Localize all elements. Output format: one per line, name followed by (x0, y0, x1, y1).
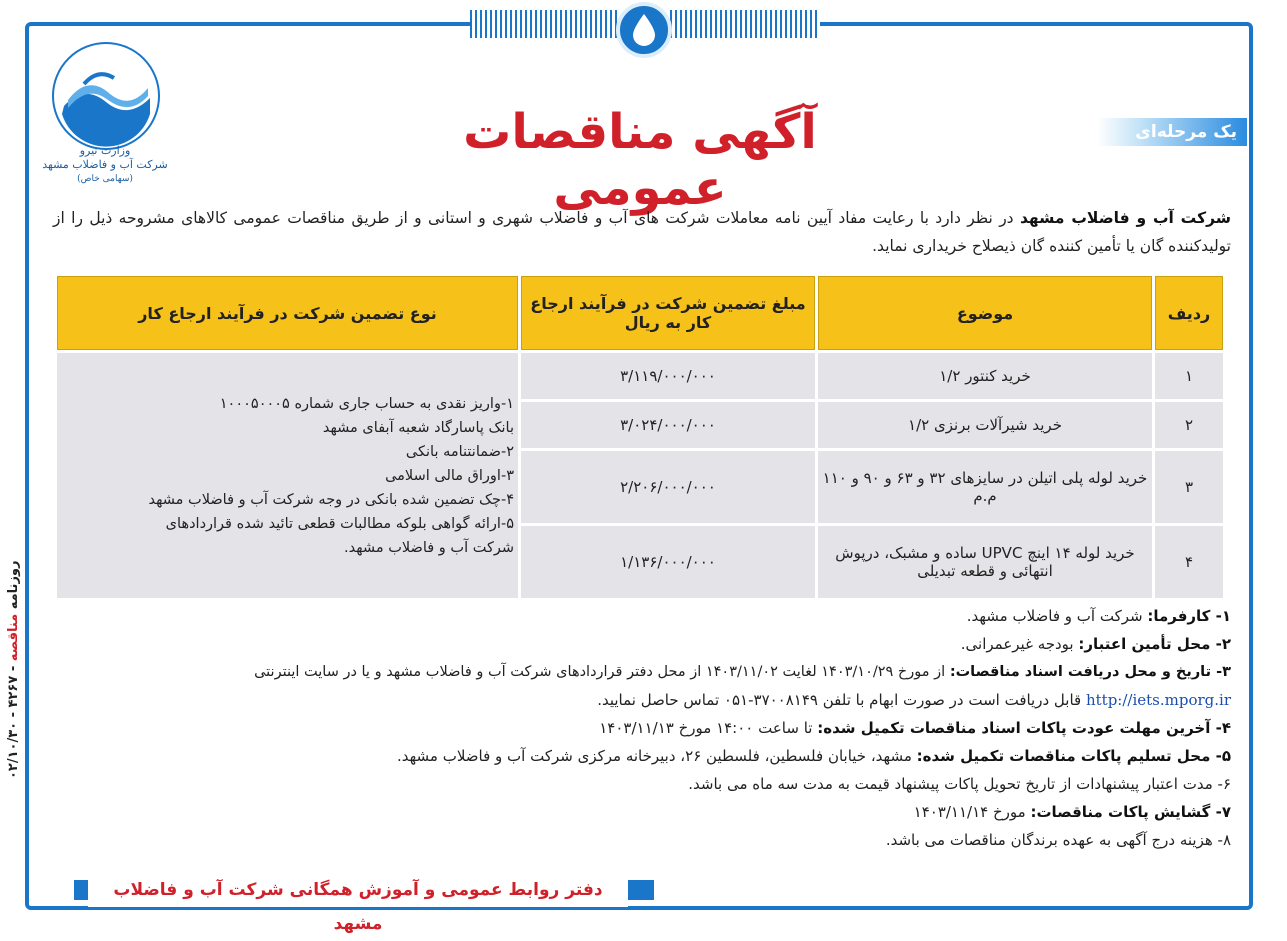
logo-caption-line1: وزارت نیرو (79, 144, 131, 157)
side-mag: مناقصه (6, 614, 21, 662)
item-text: تا ساعت ۱۴:۰۰ مورخ ۱۴۰۳/۱۱/۱۳ (599, 719, 818, 737)
page-title: آگهی مناقصات عمومی (463, 104, 817, 216)
item-label: ۵- محل تسلیم پاکات مناقصات تکمیل شده: (916, 747, 1231, 765)
intro-text: در نظر دارد با رعایت مفاد آیین نامه معاملات شرکت های آب و فاضلاب شهری و استانی و از طریق مناقصات عمومی کالاهای مشروحه ذیل را از تولیدکننده گان یا تأمین کننده گان ذیصلاح خریداری نماید. (53, 209, 1231, 255)
guarantee-line: بانک پاسارگاد شعبه آبفای مشهد (322, 419, 514, 436)
item-text: ۶- مدت اعتبار پیشنهادات از تاریخ تحویل پاکات پیشنهاد قیمت به مدت سه ماه می باشد. (688, 775, 1231, 793)
intro-company: شرکت آب و فاضلاب مشهد (1019, 209, 1231, 227)
guarantee-line: شرکت آب و فاضلاب مشهد. (344, 539, 514, 556)
stripes-left (470, 10, 620, 38)
row-number: ۱ (1155, 353, 1223, 399)
row-subject: خرید لوله ۱۴ اینچ UPVC ساده و مشبک، درپوش انتهائی و قطعه تبدیلی (818, 526, 1152, 598)
row-number: ۲ (1155, 402, 1223, 448)
item-text: ۸- هزینه درج آگهی به عهده برندگان مناقصات می باشد. (885, 831, 1231, 849)
header-row-number: ردیف (1155, 276, 1223, 350)
item-text: بودجه غیرعمرانی. (960, 635, 1079, 653)
website-link[interactable]: http://iets.mporg.ir (1085, 691, 1231, 709)
side-publication-note (6, 540, 36, 800)
row-amount: ۳/۰۲۴/۰۰۰/۰۰۰ (521, 402, 815, 448)
guarantee-line: ۳-اوراق مالی اسلامی (385, 467, 514, 484)
logo-caption (40, 144, 170, 186)
row-number: ۴ (1155, 526, 1223, 598)
row-subject: خرید لوله پلی اتیلن در سایزهای ۳۲ و ۶۳ و ۹۰ و ۱۱۰ م.م (818, 451, 1152, 523)
footer-text: دفتر روابط عمومی و آموزش همگانی شرکت آب و فاضلاب مشهد (88, 873, 628, 907)
stripes-right (670, 10, 820, 38)
header-guarantee-type: نوع تضمین شرکت در فرآیند ارجاع کار (57, 276, 518, 350)
guarantee-line: ۴-چک تضمین شده بانکی در وجه شرکت آب و فاضلاب مشهد (148, 491, 514, 508)
logo-caption-line2: شرکت آب و فاضلاب مشهد (42, 158, 168, 171)
item-label: ۱- کارفرما: (1147, 607, 1231, 625)
terms-list (41, 602, 1231, 854)
guarantee-line: ۵-ارائه گواهی بلوکه مطالبات قطعی تائید شده قراردادهای (165, 515, 514, 532)
water-drop-icon (616, 2, 672, 58)
company-logo (52, 42, 160, 150)
list-item (41, 714, 1231, 742)
row-amount: ۱/۱۳۶/۰۰۰/۰۰۰ (521, 526, 815, 598)
logo-caption-line3: (سهامی خاص) (77, 174, 133, 184)
item-label: ۲- محل تأمین اعتبار: (1078, 635, 1231, 653)
row-amount: ۳/۱۱۹/۰۰۰/۰۰۰ (521, 353, 815, 399)
guarantee-line: ۱-واریز نقدی به حساب جاری شماره ۱۰۰۰۵۰۰۰۵ (219, 395, 514, 412)
list-item (41, 602, 1231, 630)
list-item (41, 630, 1231, 658)
header-amount: مبلغ تضمین شرکت در فرآیند ارجاع کار به ریال (521, 276, 815, 350)
table-header-row (57, 276, 1223, 350)
item-text: از مورخ ۱۴۰۳/۱۰/۲۹ لغایت ۱۴۰۳/۱۱/۰۲ از محل دفتر قراردادهای شرکت آب و فاضلاب مشهد و یا در سایت اینترنتی (254, 664, 950, 680)
list-item (41, 686, 1231, 714)
guarantee-line: ۲-ضمانتنامه بانکی (405, 443, 514, 460)
list-item (41, 826, 1231, 854)
side-suffix: - ۴۲۶۷ - ۰۲/۱۰/۳۰ (6, 661, 21, 780)
item-label: ۴- آخرین مهلت عودت پاکات اسناد مناقصات تکمیل شده: (817, 719, 1231, 737)
list-item (41, 658, 1231, 686)
list-item (41, 798, 1231, 826)
row-subject: خرید شیرآلات برنزی ۱/۲ (818, 402, 1152, 448)
list-item (41, 770, 1231, 798)
item-text: شرکت آب و فاضلاب مشهد. (966, 607, 1148, 625)
row-amount: ۲/۲۰۶/۰۰۰/۰۰۰ (521, 451, 815, 523)
row-number: ۳ (1155, 451, 1223, 523)
guarantee-conditions (57, 353, 518, 598)
stage-tag: یک مرحله‌ای (1097, 118, 1247, 146)
row-subject: خرید کنتور ۱/۲ (818, 353, 1152, 399)
tender-table (54, 273, 1226, 601)
header-subject: موضوع (818, 276, 1152, 350)
intro-paragraph (53, 204, 1231, 260)
item-text: مورخ ۱۴۰۳/۱۱/۱۴ (913, 803, 1031, 821)
side-prefix: روزنامه (6, 560, 21, 615)
item-text: مشهد، خیابان فلسطین، فلسطین ۲۶، دبیرخانه مرکزی شرکت آب و فاضلاب مشهد. (396, 747, 917, 765)
list-item (41, 742, 1231, 770)
item-label: ۷- گشایش پاکات مناقصات: (1030, 803, 1231, 821)
item-text: قابل دریافت است در صورت ابهام با تلفن ۳۷۰۰۸۱۴۹-۰۵۱ تماس حاصل نمایید. (597, 691, 1086, 709)
item-label: ۳- تاریخ و محل دریافت اسناد مناقصات: (949, 664, 1231, 680)
table-row (57, 353, 1223, 399)
